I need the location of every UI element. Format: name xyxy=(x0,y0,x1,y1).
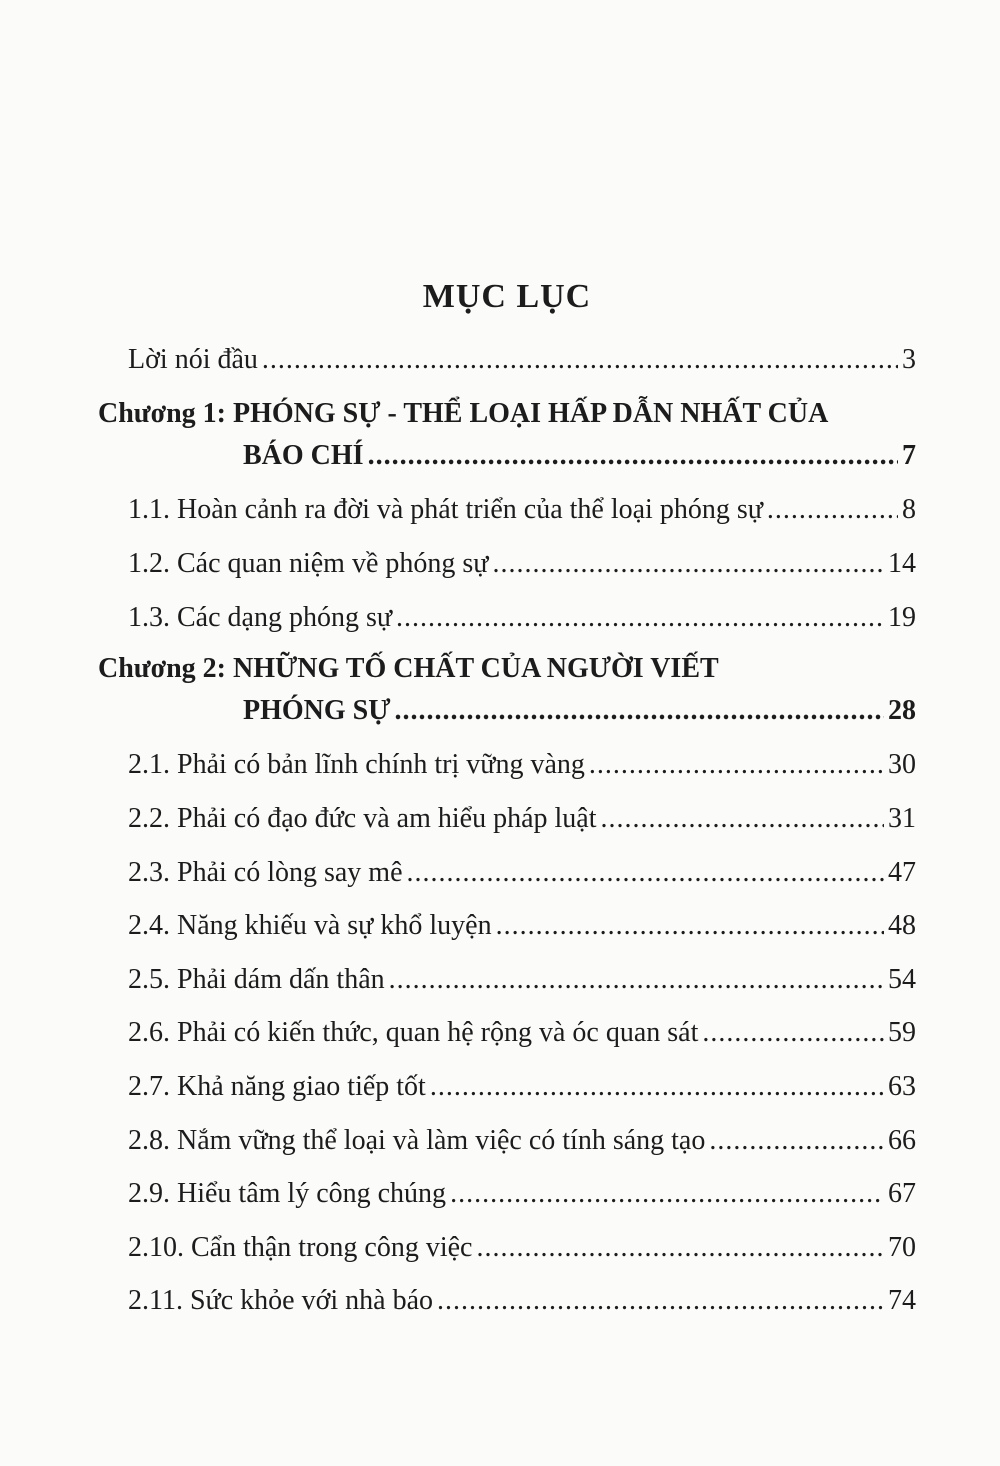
toc-entry-label: Lời nói đầu xyxy=(128,344,258,375)
toc-page-number: 67 xyxy=(888,1178,916,1209)
dot-leader xyxy=(396,602,884,634)
toc-page-number: 28 xyxy=(888,695,916,726)
toc-page-number: 14 xyxy=(888,548,916,579)
dot-leader xyxy=(496,910,884,942)
toc-entry-label: 2.1. Phải có bản lĩnh chính trị vững vàng xyxy=(128,749,585,780)
toc-entry-label: 2.3. Phải có lòng say mê xyxy=(128,857,403,888)
toc-entry[interactable] xyxy=(128,548,916,580)
chapter-prefix: Chương 2: xyxy=(98,653,226,684)
dot-leader xyxy=(437,1285,884,1317)
chapter-title-line2: BÁO CHÍ xyxy=(243,440,364,471)
chapter-title-line1: PHÓNG SỰ - THỂ LOẠI HẤP DẪN NHẤT CỦA xyxy=(233,398,829,429)
dot-leader xyxy=(450,1178,884,1210)
toc-entry[interactable] xyxy=(128,1017,916,1049)
chapter-1-heading[interactable] xyxy=(98,398,828,430)
toc-entry-label: 2.9. Hiểu tâm lý công chúng xyxy=(128,1178,447,1209)
toc-page-number: 8 xyxy=(902,494,916,525)
dot-leader xyxy=(601,803,885,835)
dot-leader xyxy=(389,964,884,996)
dot-leader xyxy=(262,344,898,376)
chapter-2-heading[interactable] xyxy=(98,653,719,685)
toc-entry-label: 2.5. Phải dám dấn thân xyxy=(128,964,385,995)
dot-leader xyxy=(476,1232,884,1264)
toc-entry-label: 2.7. Khả năng giao tiếp tốt xyxy=(128,1071,426,1102)
toc-page-number: 66 xyxy=(888,1125,916,1156)
toc-entry-label: 2.6. Phải có kiến thức, quan hệ rộng và óc quan sát xyxy=(128,1017,699,1048)
toc-entry[interactable] xyxy=(128,749,916,781)
toc-entry-label: 2.4. Năng khiếu và sự khổ luyện xyxy=(128,910,492,941)
chapter-title-line1: NHỮNG TỐ CHẤT CỦA NGƯỜI VIẾT xyxy=(233,653,719,684)
toc-page-number: 74 xyxy=(888,1285,916,1316)
toc-entry-label: 1.3. Các dạng phóng sự xyxy=(128,602,393,633)
toc-entry-label: 2.11. Sức khỏe với nhà báo xyxy=(128,1285,434,1316)
toc-page-number: 54 xyxy=(888,964,916,995)
toc-entry[interactable] xyxy=(128,602,916,634)
toc-entry-label: 2.10. Cẩn thận trong công việc xyxy=(128,1232,473,1263)
toc-entry[interactable] xyxy=(128,857,916,889)
dot-leader xyxy=(430,1071,884,1103)
toc-page-number: 19 xyxy=(888,602,916,633)
dot-leader xyxy=(368,440,898,472)
toc-page-number: 3 xyxy=(902,344,916,375)
toc-entry[interactable] xyxy=(128,910,916,942)
toc-entry[interactable] xyxy=(128,1285,916,1317)
toc-entry-preface[interactable] xyxy=(128,344,916,376)
toc-entry-label: 1.2. Các quan niệm về phóng sự xyxy=(128,548,489,579)
toc-entry-label: 1.1. Hoàn cảnh ra đời và phát triển của thể loại phóng sự xyxy=(128,494,763,525)
toc-page-number: 48 xyxy=(888,910,916,941)
chapter-1-heading-line2[interactable] xyxy=(243,440,916,472)
toc-page-number: 7 xyxy=(902,440,916,471)
dot-leader xyxy=(407,857,884,889)
chapter-2-heading-line2[interactable] xyxy=(243,695,916,727)
toc-page-number: 70 xyxy=(888,1232,916,1263)
toc-page-number: 59 xyxy=(888,1017,916,1048)
toc-page-number: 47 xyxy=(888,857,916,888)
toc-entry[interactable] xyxy=(128,1232,916,1264)
toc-page-number: 30 xyxy=(888,749,916,780)
toc-entry[interactable] xyxy=(128,494,916,526)
dot-leader xyxy=(702,1017,884,1049)
dot-leader xyxy=(589,749,884,781)
toc-entry-label: 2.2. Phải có đạo đức và am hiểu pháp luật xyxy=(128,803,597,834)
page-title: MỤC LỤC xyxy=(422,278,592,315)
dot-leader xyxy=(492,548,884,580)
toc-page-number: 63 xyxy=(888,1071,916,1102)
toc-entry[interactable] xyxy=(128,1178,916,1210)
toc-entry-label: 2.8. Nắm vững thể loại và làm việc có tính sáng tạo xyxy=(128,1125,706,1156)
chapter-title-line2: PHÓNG SỰ xyxy=(243,695,391,726)
chapter-prefix: Chương 1: xyxy=(98,398,226,429)
toc-entry[interactable] xyxy=(128,964,916,996)
toc-entry[interactable] xyxy=(128,1125,916,1157)
dot-leader xyxy=(709,1125,884,1157)
toc-entry[interactable] xyxy=(128,803,916,835)
toc-page-number: 31 xyxy=(888,803,916,834)
dot-leader xyxy=(395,695,884,727)
toc-entry[interactable] xyxy=(128,1071,916,1103)
dot-leader xyxy=(767,494,898,526)
